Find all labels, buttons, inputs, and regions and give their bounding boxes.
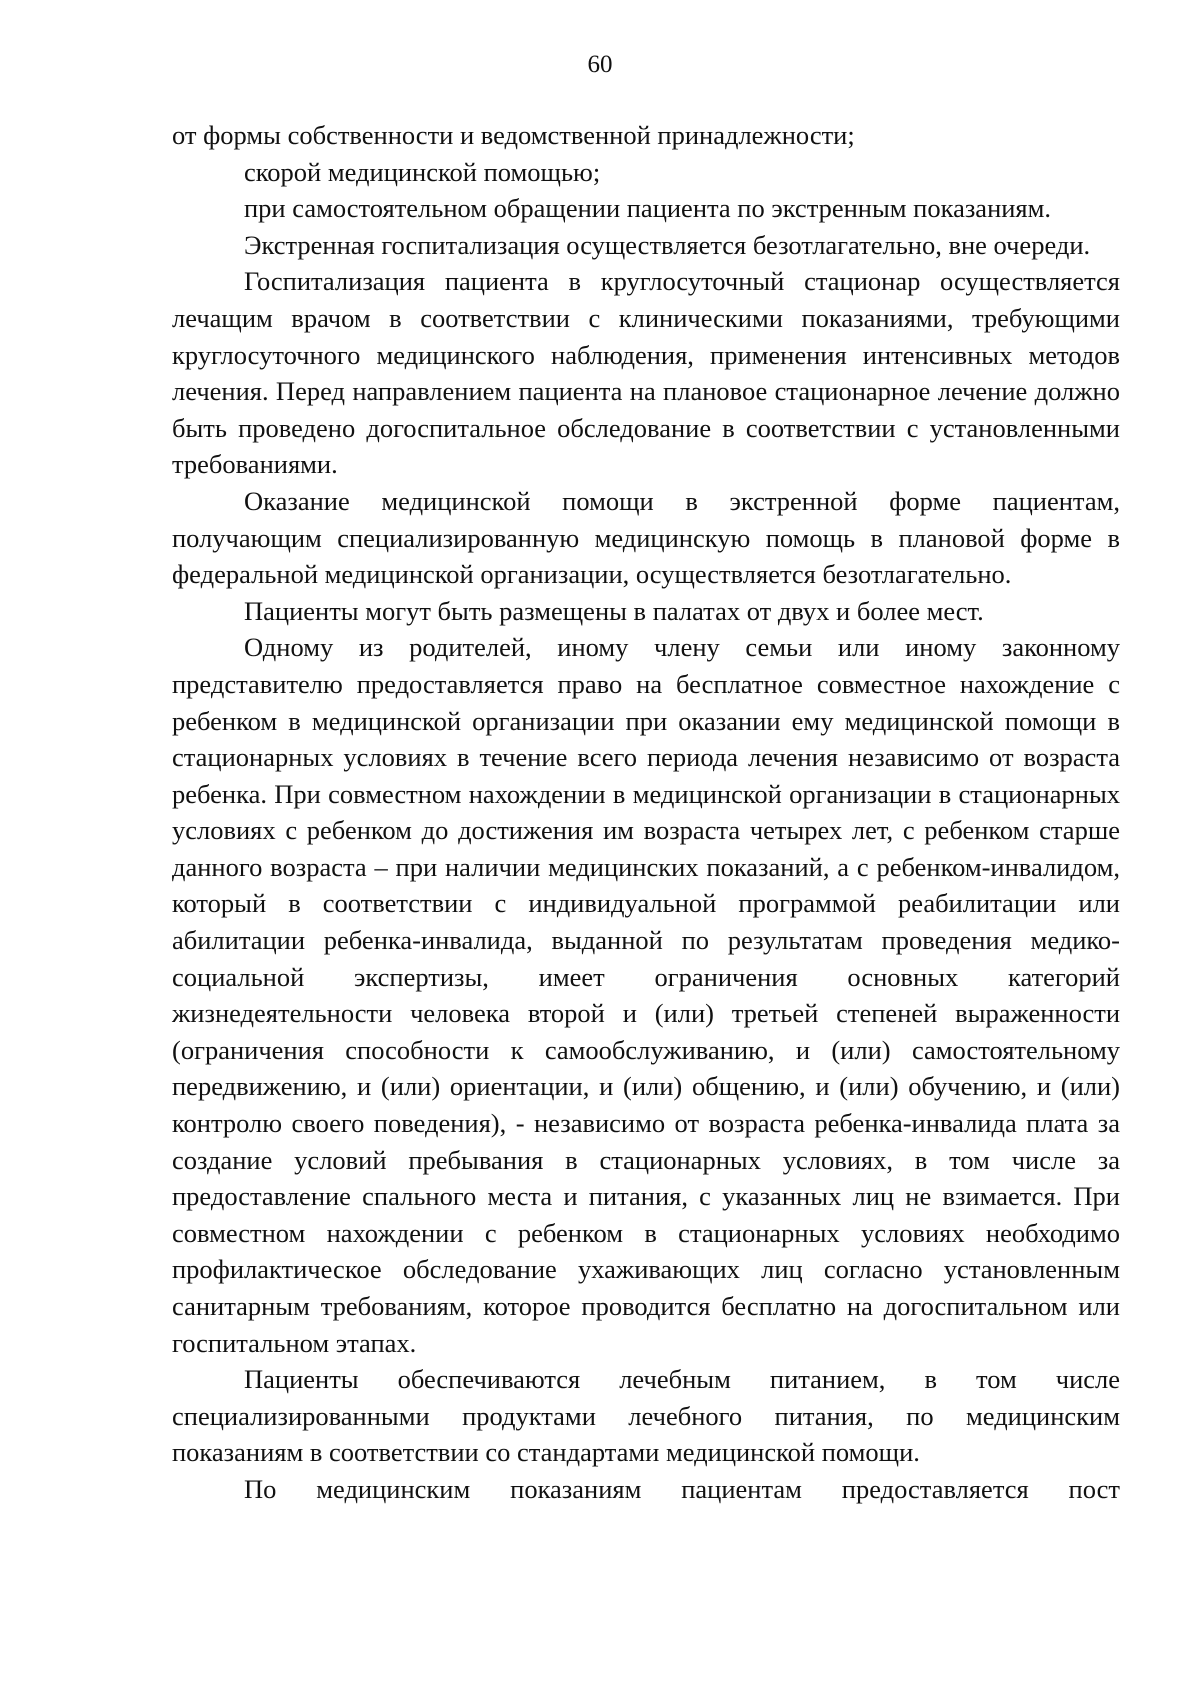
paragraph: скорой медицинской помощью; (244, 156, 601, 187)
paragraph: Экстренная госпитализация осуществляется безотлагательно, вне очереди. (244, 229, 1091, 260)
page-number: 60 (587, 51, 613, 78)
body-text (172, 117, 1120, 1508)
paragraph: при самостоятельном обращении пациента по экстренным показаниям. (244, 193, 1052, 224)
paragraph: от формы собственности и ведомственной принадлежности; (172, 120, 855, 150)
paragraph: Пациенты могут быть размещены в палатах от двух и более мест. (244, 595, 984, 626)
paragraph: Госпитализация пациента в круглосуточный стационар осуществляется лечащим врачом в соответствии с клиническими показаниями, требующими круглосуточного медицинского наблюдения, применения интенсивных методов лечения. Перед направлением пациента на плановое стационарное лечение должно быть проведено догоспитальное обследование в соответствии с установленными требованиями. (172, 266, 1120, 480)
paragraph: Пациенты обеспечиваются лечебным питанием, в том числе специализированными продуктами лечебного питания, по медицинским показаниям в соответствии со стандартами медицинской помощи. (172, 1364, 1120, 1468)
paragraph: Оказание медицинской помощи в экстренной форме пациентам, получающим специализированную медицинскую помощь в плановой форме в федеральной медицинской организации, осуществляется безотлагательно. (172, 485, 1120, 590)
paragraph: Одному из родителей, иному члену семьи или иному законному представителю предоставляется право на бесплатное совместное нахождение с ребенком в медицинской организации при оказании ему медицинской помощи в стационарных условиях в течение всего периода лечения независимо от возраста ребенка. При совместном нахождении в медицинской организации в стационарных условиях с ребенком до достижения им возраста четырех лет, с ребенком старше данного возраста – при наличии медицинских показаний, а с ребенком-инвалидом, который в соответствии с индивидуальной программой реабилитации или абилитации ребенка-инвалида, выданной по результатам проведения медико-социальной экспертизы, имеет ограничения основных категорий жизнедеятельности человека второй и (или) третьей степеней выраженности (ограничения способности к самообслуживанию, и (или) самостоятельному передвижению, и (или) ориентации, и (или) общению, и (или) обучению, и (или) контролю своего поведения), - независимо от возраста ребенка-инвалида плата за создание условий пребывания в стационарных условиях, в том числе за предоставление спального места и питания, с указанных лиц не взимается. При совместном нахождении с ребенком в стационарных условиях необходимо профилактическое обследование ухаживающих лиц согласно установленным санитарным требованиям, которое проводится бесплатно на догоспитальном или госпитальном этапах. (172, 632, 1120, 1358)
paragraph: По медицинским показаниям пациентам предоставляется пост (244, 1473, 1120, 1504)
